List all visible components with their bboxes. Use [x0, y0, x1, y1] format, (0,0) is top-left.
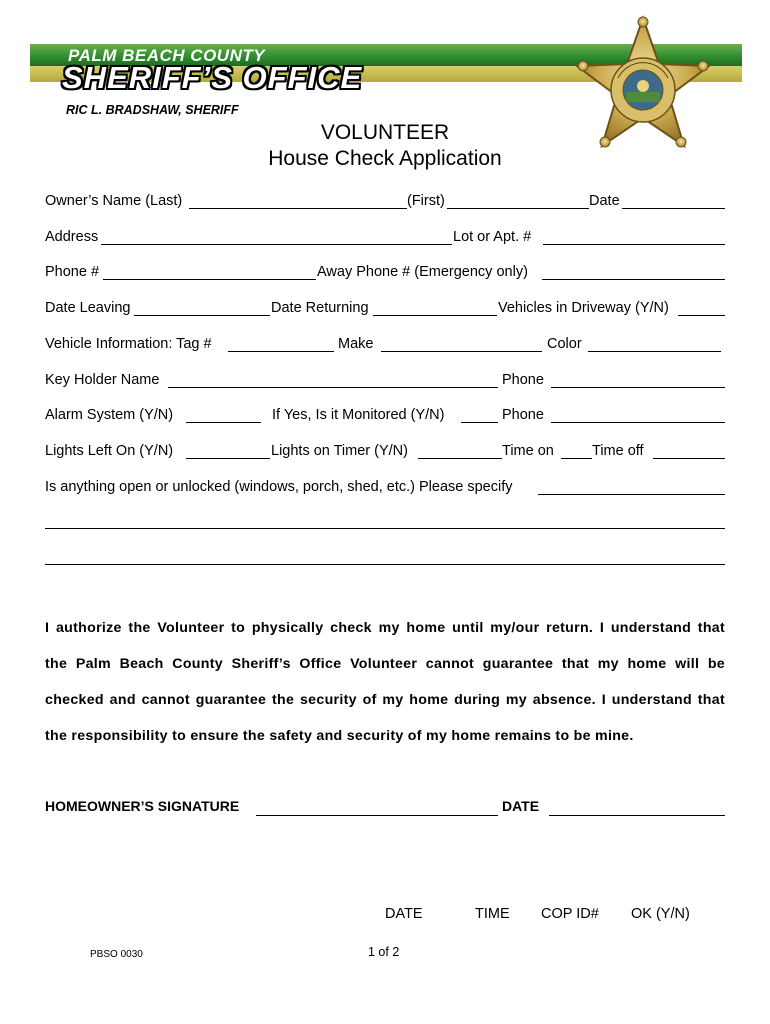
lights-left-label: Lights Left On (Y/N) — [45, 443, 174, 459]
key-phone-input[interactable] — [551, 387, 725, 388]
time-on-label: Time on — [502, 443, 554, 459]
alarm-phone-input[interactable] — [551, 422, 725, 423]
address-label: Address — [45, 229, 99, 245]
time-off-input[interactable] — [653, 458, 725, 459]
vehicles-label: Vehicles in Driveway (Y/N) — [498, 300, 669, 316]
owner-first-label: (First) — [407, 193, 445, 209]
monitored-input[interactable] — [461, 422, 498, 423]
phone-input[interactable] — [103, 279, 316, 280]
key-phone-label: Phone — [502, 372, 544, 388]
date-leaving-input[interactable] — [134, 315, 270, 316]
date-returning-label: Date Returning — [271, 300, 369, 316]
open-unlocked-line-2[interactable] — [45, 528, 725, 529]
form-code: PBSO 0030 — [90, 949, 143, 960]
lot-apt-label: Lot or Apt. # — [453, 229, 532, 245]
monitored-label: If Yes, Is it Monitored (Y/N) — [272, 407, 445, 423]
phone-label: Phone # — [45, 264, 100, 280]
signature-input[interactable] — [256, 815, 498, 816]
lot-apt-input[interactable] — [543, 244, 725, 245]
owner-last-label: Owner’s Name (Last) — [45, 193, 183, 209]
vehicles-input[interactable] — [678, 315, 725, 316]
key-holder-input[interactable] — [168, 387, 498, 388]
org-name-line2: SHERIFF’S OFFICE — [62, 60, 363, 95]
authorization-line-2: the Palm Beach County Sheriff’s Office Volunteer cannot guarantee that my home will be — [45, 656, 725, 672]
make-label: Make — [338, 336, 374, 352]
authorization-line-1: I authorize the Volunteer to physically check my home until my/our return. I understand that — [45, 620, 725, 636]
date-leaving-label: Date Leaving — [45, 300, 131, 316]
date-input[interactable] — [622, 208, 725, 209]
color-input[interactable] — [588, 351, 721, 352]
time-off-label: Time off — [592, 443, 644, 459]
lights-left-input[interactable] — [186, 458, 270, 459]
vehicle-tag-input[interactable] — [228, 351, 334, 352]
signature-date-input[interactable] — [549, 815, 725, 816]
date-returning-input[interactable] — [373, 315, 497, 316]
office-date-label: DATE — [385, 906, 423, 922]
form-subtitle: House Check Application — [268, 147, 502, 170]
sheriff-name: RIC L. BRADSHAW, SHERIFF — [66, 103, 239, 117]
authorization-line-4: the responsibility to ensure the safety and security of my home remains to be mine. — [45, 728, 634, 744]
away-phone-label: Away Phone # (Emergency only) — [317, 264, 528, 280]
alarm-phone-label: Phone — [502, 407, 544, 423]
signature-label: HOMEOWNER’S SIGNATURE — [45, 798, 240, 814]
lights-timer-label: Lights on Timer (Y/N) — [271, 443, 408, 459]
office-ok-label: OK (Y/N) — [631, 906, 690, 922]
date-label: Date — [589, 193, 620, 209]
open-unlocked-label: Is anything open or unlocked (windows, porch, shed, etc.) Please specify — [45, 479, 513, 495]
open-unlocked-input[interactable] — [538, 494, 725, 495]
signature-date-label: DATE — [502, 798, 540, 814]
office-cop-id-label: COP ID# — [541, 906, 599, 922]
time-on-input[interactable] — [561, 458, 592, 459]
owner-first-input[interactable] — [447, 208, 589, 209]
open-unlocked-line-3[interactable] — [45, 564, 725, 565]
color-label: Color — [547, 336, 582, 352]
authorization-line-3: checked and cannot guarantee the security of my home during my absence. I understand that — [45, 692, 725, 708]
address-input[interactable] — [101, 244, 452, 245]
key-holder-label: Key Holder Name — [45, 372, 160, 388]
office-time-label: TIME — [475, 906, 510, 922]
owner-last-input[interactable] — [189, 208, 407, 209]
alarm-input[interactable] — [186, 422, 261, 423]
page-number: 1 of 2 — [368, 945, 400, 959]
make-input[interactable] — [381, 351, 542, 352]
away-phone-input[interactable] — [542, 279, 725, 280]
vehicle-tag-label: Vehicle Information: Tag # — [45, 336, 212, 352]
form-title: VOLUNTEER — [320, 121, 450, 144]
org-name-line1: PALM BEACH COUNTY — [68, 46, 266, 65]
alarm-label: Alarm System (Y/N) — [45, 407, 174, 423]
lights-timer-input[interactable] — [418, 458, 502, 459]
